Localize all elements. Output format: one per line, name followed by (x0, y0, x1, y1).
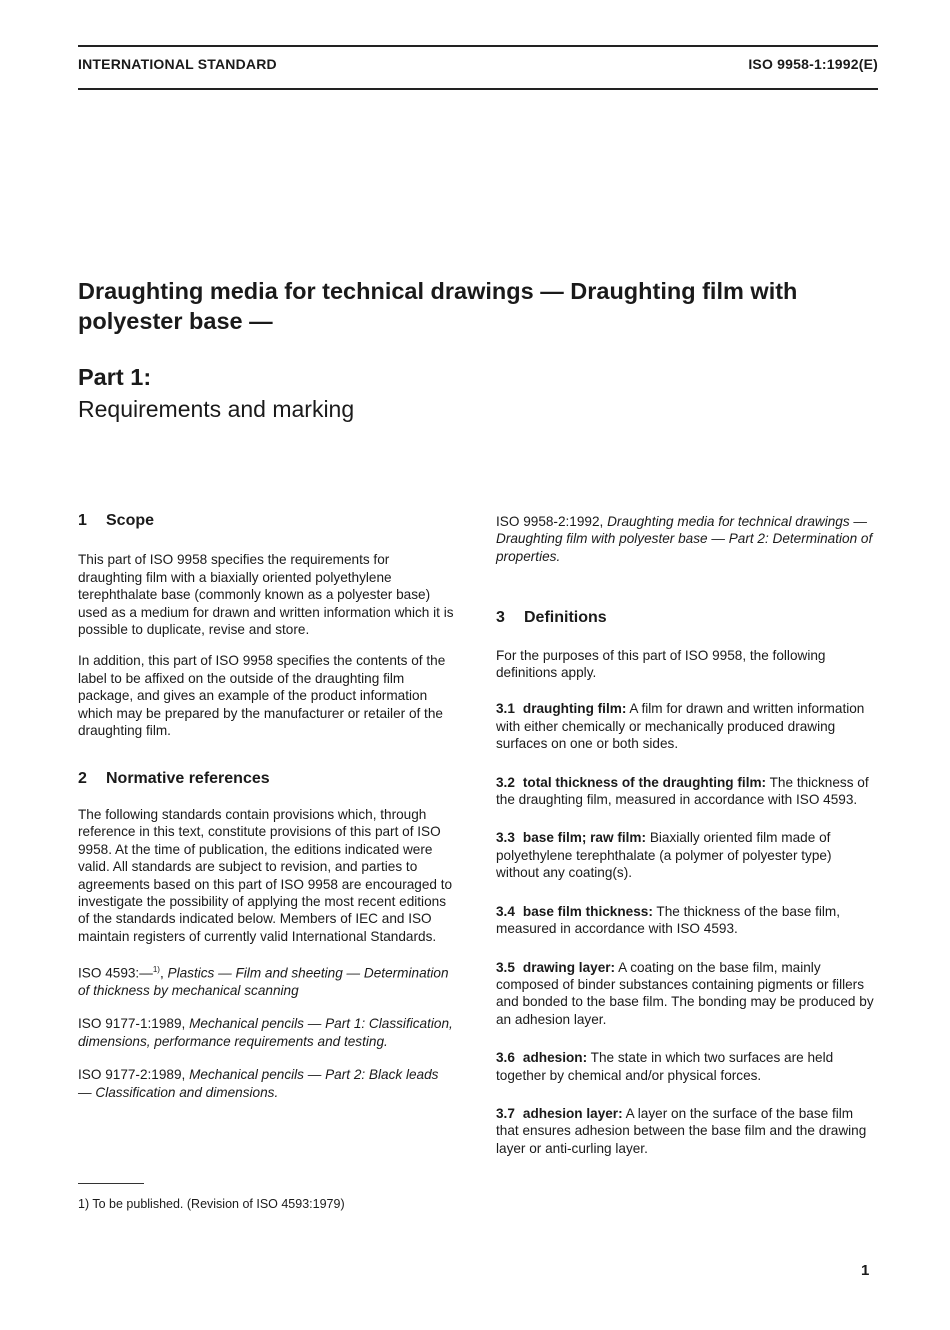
reference-code: ISO 4593:— (78, 965, 153, 981)
definition-number: 3.5 (496, 959, 515, 975)
normative-title: Normative references (106, 770, 270, 788)
definition-text: The thickness of the draughting film, measured in accordance with ISO 4593. (496, 774, 869, 808)
definitions-intro: For the purposes of this part of ISO 9958, the following definitions apply. (496, 647, 826, 681)
footnote: 1) To be published. (Revision of ISO 4593:1979) (78, 1197, 345, 1211)
definition-text: A coating on the base film, mainly composed of binder substances containing pigments or fillers and bonded to the base film. The bonding may be produced by an adhesion layer. (496, 959, 874, 1027)
reference-iso-9177-1 (78, 1015, 454, 1050)
definition-number: 3.4 (496, 903, 515, 919)
reference-title: Mechanical pencils — Part 1: Classification, dimensions, performance requirements and testing. (78, 1016, 453, 1049)
scope-paragraph-2: In addition, this part of ISO 9958 specifies the contents of the label to be affixed on the outside of the draughting film package, and gives an example of the product information which may be prepared by the manufacturer or retailer of the draughting film. (78, 653, 446, 739)
definition-term: adhesion layer: (522, 1105, 623, 1121)
definition-text: Biaxially oriented film made of polyethylene terephthalate (a polymer of polyester type) without any coating(s). (496, 830, 832, 881)
part-subtitle: Requirements and marking (78, 396, 355, 422)
definition-number: 3.7 (496, 1105, 515, 1121)
definition-3-5 (496, 959, 876, 1029)
left-column (78, 512, 454, 1101)
definition-number: 3.3 (496, 830, 515, 846)
header-right: ISO 9958-1:1992(E) (748, 56, 878, 72)
reference-title: Draughting media for technical drawings — Draughting film with polyester base — Part 2: Determination of properties. (496, 514, 873, 564)
normative-number: 2 (78, 770, 87, 788)
header-left: INTERNATIONAL STANDARD (78, 56, 277, 72)
normative-intro: The following standards contain provisions which, through reference in this text, constitute provisions of this part of ISO 9958. At the time of publication, the editions indicated were valid. All standards are subject to revision, and parties to agreements based on this part of ISO 9958 are encouraged to investigate the possibility of applying the most recent editions of the standards indicated below. Members of IEC and ISO maintain registers of currently valid International Standards. (78, 806, 453, 944)
reference-iso-9177-2 (78, 1066, 454, 1101)
definition-text: A layer on the surface of the base film that ensures adhesion between the base film and the drawing layer or anti-curling layer. (496, 1105, 867, 1156)
definition-text: The state in which two surfaces are held together by chemical and/or physical forces. (496, 1050, 834, 1083)
reference-code: ISO 9177-1:1989, (78, 1016, 186, 1032)
scope-title: Scope (106, 512, 155, 529)
scope-heading (78, 512, 454, 529)
part-label: Part 1: (78, 364, 152, 390)
definition-term: drawing layer: (522, 959, 616, 975)
scope-number: 1 (78, 512, 87, 529)
definition-number: 3.1 (496, 701, 515, 717)
definition-term: base film; raw film: (522, 830, 647, 846)
scope-paragraph-1: This part of ISO 9958 specifies the requirements for draughting film with a biaxially oriented polyethylene terephthalate base (commonly known as a polyester base) used as a medium for drawn and written information which it is possible to duplicate, revise and store. (78, 552, 454, 638)
definition-3-1 (496, 700, 876, 752)
footnote-marker: 1) (152, 965, 160, 975)
reference-code: ISO 9958-2:1992, (496, 514, 604, 529)
definition-term: draughting film: (522, 701, 627, 717)
reference-title: Plastics — Film and sheeting — Determination of thickness by mechanical scanning (78, 965, 449, 999)
header-top-rule (78, 45, 878, 47)
definition-3-2 (496, 774, 876, 809)
right-column (496, 513, 876, 1157)
definition-3-6 (496, 1049, 876, 1084)
definition-term: total thickness of the draughting film: (522, 774, 767, 790)
normative-heading (78, 770, 454, 787)
definition-3-4 (496, 903, 876, 938)
definitions-number: 3 (496, 609, 505, 627)
document-title: Draughting media for technical drawings — Draughting film with polyester base — (78, 278, 798, 334)
definition-3-7 (496, 1105, 876, 1157)
reference-code: ISO 9177-2:1989, (78, 1067, 186, 1083)
definition-term: base film thickness: (522, 903, 653, 919)
definitions-title: Definitions (524, 609, 607, 627)
reference-iso-9958-2 (496, 513, 876, 565)
page-number: 1 (861, 1262, 870, 1279)
definition-number: 3.6 (496, 1050, 515, 1066)
definition-text: The thickness of the base film, measured in accordance with ISO 4593. (496, 903, 840, 937)
footnote-rule (78, 1183, 144, 1184)
definition-text: A film for drawn and written information with either chemically or mechanically produced drawing surfaces on one or both sides. (496, 701, 865, 752)
reference-title: Mechanical pencils — Part 2: Black leads — Classification and dimensions. (78, 1067, 439, 1100)
definition-term: adhesion: (522, 1050, 588, 1066)
header-bottom-rule (78, 88, 878, 90)
definitions-heading (496, 609, 876, 626)
definition-number: 3.2 (496, 774, 515, 790)
definition-3-3 (496, 829, 876, 881)
reference-iso-4593: ISO 4593:—$^{1)}$, Plastics — Film and sheeting — Determination of thickness by mechanical scanning (78, 965, 449, 999)
